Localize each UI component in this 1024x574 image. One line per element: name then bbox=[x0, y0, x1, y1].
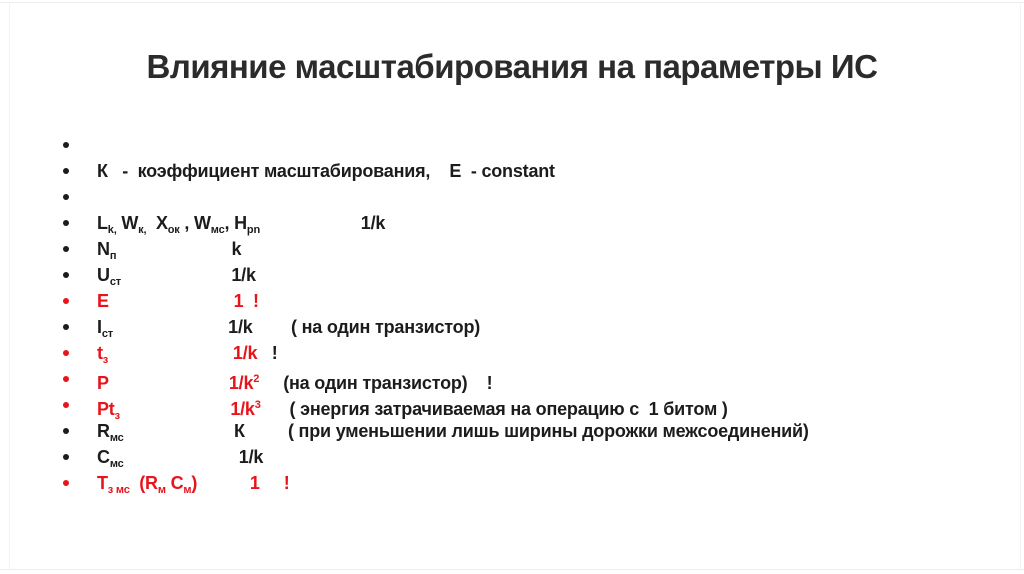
list-item bbox=[60, 262, 809, 288]
bullet-icon bbox=[63, 350, 69, 356]
list-item-text: К - коэффициент масштабирования, Е - constant bbox=[97, 161, 555, 181]
list-item bbox=[60, 236, 809, 262]
list-item-text: $t_з$ 1/k ! bbox=[97, 343, 278, 366]
slide-border-left bbox=[9, 2, 10, 569]
list-item-text: $Т_{з мс}$ ($R_м$ $С_м$) 1 ! bbox=[97, 473, 290, 496]
slide-border-top bbox=[0, 2, 1024, 3]
list-item-text: $N_п$ k bbox=[97, 239, 242, 262]
bullet-icon bbox=[63, 142, 69, 148]
list-item bbox=[60, 184, 809, 210]
bullet-icon bbox=[63, 246, 69, 252]
list-item-text: $С_{мс}$ 1/k bbox=[97, 447, 264, 470]
bullet-list bbox=[60, 132, 809, 496]
list-item-text: $Pt_з$ $1/k^3$ ( энергия затрачиваемая на операцию с 1 битом ) bbox=[97, 399, 728, 422]
list-item-text: $R_{мс}$ К ( при уменьшении лишь ширины дорожки межсоединений) bbox=[97, 421, 809, 444]
list-item bbox=[60, 418, 809, 444]
list-item-text: Р $1/k^2$ (на один транзистор) ! bbox=[97, 373, 493, 393]
list-item-text: $I_{ст}$ 1/k ( на один транзистор) bbox=[97, 317, 481, 340]
bullet-icon bbox=[63, 194, 69, 200]
bullet-icon bbox=[63, 324, 69, 330]
list-item-text: $U_{ст}$ 1/k bbox=[97, 265, 256, 288]
slide-title: Влияние масштабирования на параметры ИС bbox=[146, 48, 878, 85]
list-item-text: Е 1 ! bbox=[97, 291, 259, 311]
bullet-icon bbox=[63, 454, 69, 460]
list-item bbox=[60, 132, 809, 158]
list-item bbox=[60, 470, 809, 496]
bullet-icon bbox=[63, 376, 69, 382]
bullet-icon bbox=[63, 298, 69, 304]
bullet-icon bbox=[63, 428, 69, 434]
list-item bbox=[60, 366, 809, 392]
bullet-icon bbox=[63, 402, 69, 408]
list-item bbox=[60, 444, 809, 470]
slide-border-bottom bbox=[0, 569, 1024, 570]
bullet-icon bbox=[63, 480, 69, 486]
bullet-icon bbox=[63, 168, 69, 174]
list-item bbox=[60, 392, 809, 422]
list-item bbox=[60, 210, 809, 236]
list-item bbox=[60, 158, 809, 184]
bullet-icon bbox=[63, 220, 69, 226]
slide-border-right bbox=[1020, 2, 1021, 569]
bullet-icon bbox=[63, 272, 69, 278]
list-item-text: $L_{k,}$ $W_{к,}$ $X_{ок}$ , $W_{мс}$, $H_{pn}$ 1/k bbox=[97, 213, 386, 236]
list-item bbox=[60, 340, 809, 366]
list-item bbox=[60, 314, 809, 340]
list-item bbox=[60, 288, 809, 314]
